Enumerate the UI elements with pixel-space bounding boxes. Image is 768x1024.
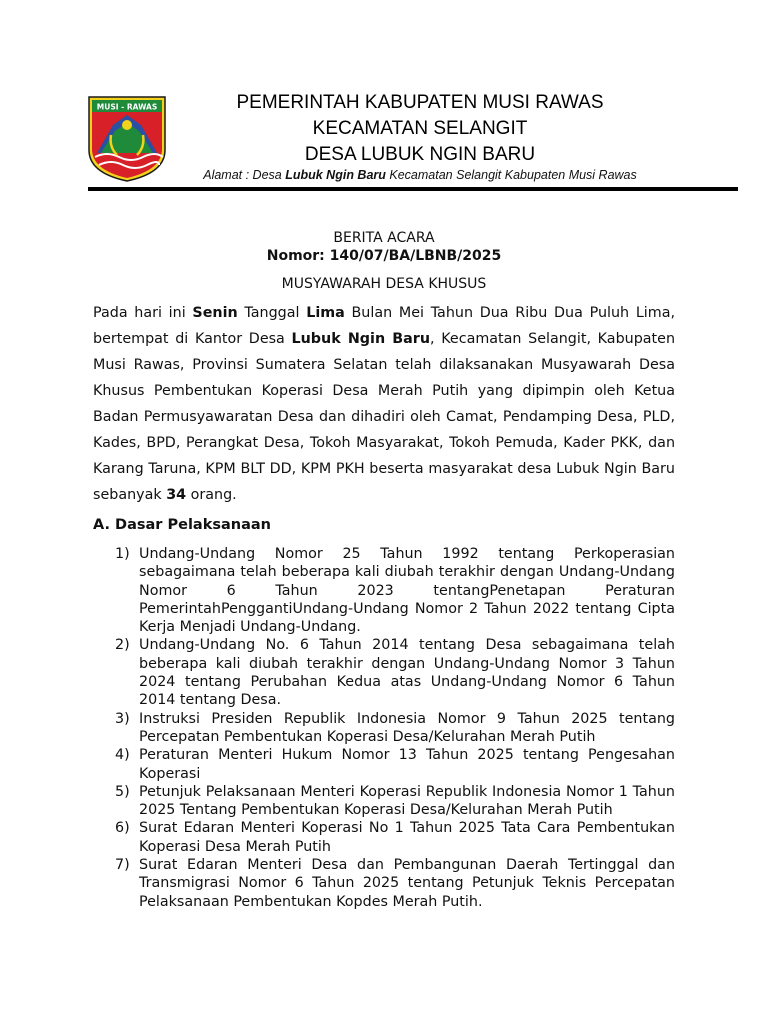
village-title: DESA LUBUK NGIN BARU bbox=[304, 144, 536, 165]
list-item: 5) Petunjuk Pelaksanaan Menteri Koperasi Republik Indonesia Nomor 1 Tahun 2025 Tentang Pembentukan Koperasi Desa/Kelurahan Merah Putih bbox=[115, 783, 675, 819]
document-title: BERITA ACARA bbox=[333, 230, 435, 246]
section-heading: A. Dasar Pelaksanaan bbox=[93, 517, 271, 533]
address-line: Alamat : Desa Lubuk Ngin Baru Kecamatan Selangit Kabupaten Musi Rawas bbox=[203, 168, 637, 182]
document-number: Nomor: 140/07/BA/LBNB/2025 bbox=[266, 248, 502, 264]
musi-rawas-logo bbox=[87, 95, 167, 183]
document-subtitle: MUSYAWARAH DESA KHUSUS bbox=[281, 276, 487, 292]
list-item: 7) Surat Edaran Menteri Desa dan Pembangunan Daerah Tertinggal dan Transmigrasi Nomor 6 Tahun 2025 tentang Petunjuk Teknis Percepatan Pelaksanaan Pembentukan Kopdes Merah Putih. bbox=[115, 857, 675, 910]
logo-text: MUSI - RAWAS bbox=[96, 102, 158, 112]
list-item: 1) Undang-Undang Nomor 25 Tahun 1992 tentang Perkoperasian sebagaimana telah beberapa kali diubah terakhir dengan Undang-Undang Nomor 6 Tahun 2023 tentangPenetapan Peraturan PemerintahPenggantiUndang-Undang Nomor 2 Tahun 2022 tentang Cipta Kerja Menjadi Undang-Undang. bbox=[115, 546, 675, 636]
legal-basis-list bbox=[93, 545, 675, 911]
government-title: PEMERINTAH KABUPATEN MUSI RAWAS bbox=[236, 92, 604, 113]
list-item: 3) Instruksi Presiden Republik Indonesia Nomor 9 Tahun 2025 tentang Percepatan Pembentukan Koperasi Desa/Kelurahan Merah Putih bbox=[115, 710, 675, 745]
header-rule bbox=[88, 187, 738, 191]
list-item: 6) Surat Edaran Menteri Koperasi No 1 Tahun 2025 Tata Cara Pembentukan Koperasi Desa Merah Putih bbox=[115, 820, 675, 855]
opening-paragraph: Pada hari ini Senin Tanggal Lima Bulan Mei Tahun Dua Ribu Dua Puluh Lima, bertempat di Kantor Desa Lubuk Ngin Baru, Kecamatan Selangit, Kabupaten Musi Rawas, Provinsi Sumatera Selatan telah dilaksanakan Musyawarah Desa Khusus Pembentukan Koperasi Desa Merah Putih yang dipimpin oleh Ketua Badan Permusyawaratan Desa dan dihadiri oleh Camat, Pendamping Desa, PLD, Kades, BPD, Perangkat Desa, Tokoh Masyarakat, Tokoh Pemuda, Kader PKK, dan Karang Taruna, KPM BLT DD, KPM PKH beserta masyarakat desa Lubuk Ngin Baru sebanyak 34 orang. bbox=[93, 305, 676, 503]
list-item: 4) Peraturan Menteri Hukum Nomor 13 Tahun 2025 tentang Pengesahan Koperasi bbox=[115, 747, 675, 782]
list-item: 2) Undang-Undang No. 6 Tahun 2014 tentang Desa sebagaimana telah beberapa kali diubah terakhir dengan Undang-Undang Nomor 3 Tahun 2024 tentang Perubahan Kedua atas Undang-Undang Nomor 6 Tahun 2014 tentang Desa. bbox=[115, 637, 675, 709]
district-title: KECAMATAN SELANGIT bbox=[312, 118, 528, 139]
